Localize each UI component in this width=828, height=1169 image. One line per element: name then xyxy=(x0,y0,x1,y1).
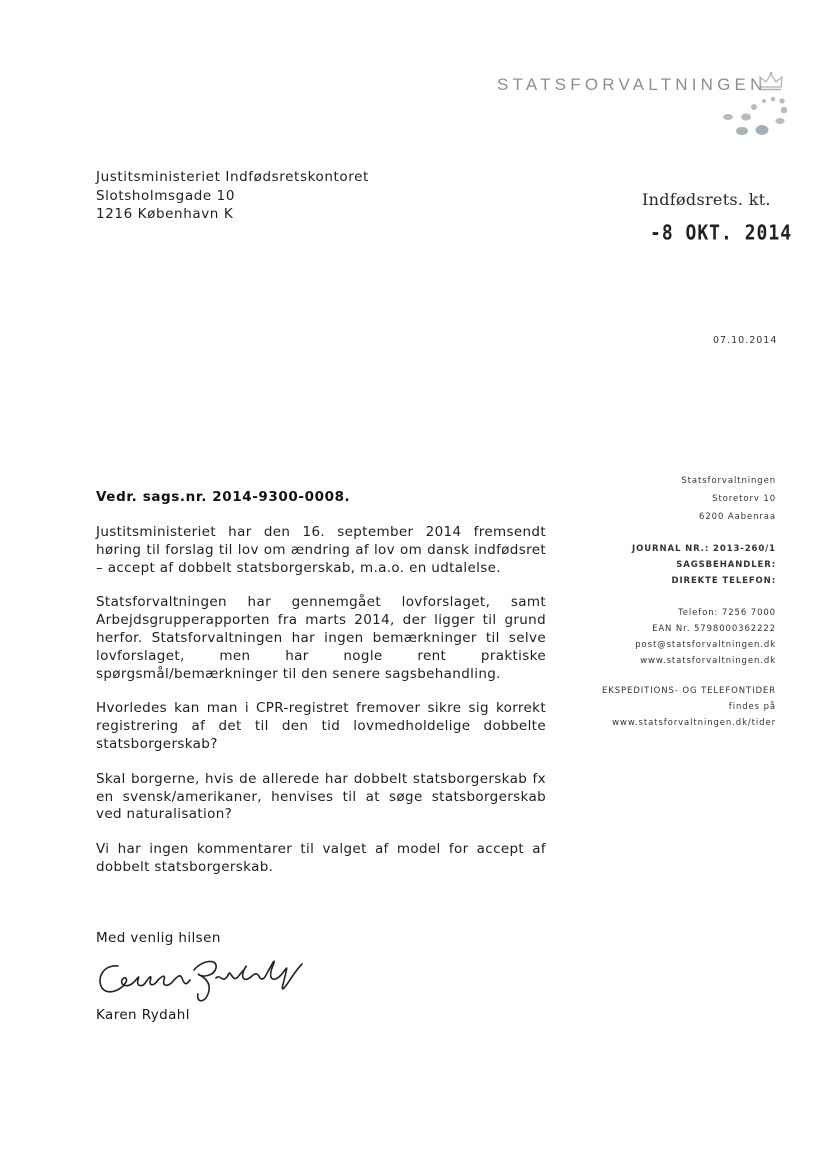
logo-wordmark: STATSFORVALTNINGEN xyxy=(497,75,767,94)
journal-number: JOURNAL NR.: 2013-260/1 xyxy=(632,544,776,554)
sender-org: Statsforvaltningen xyxy=(681,476,776,486)
direct-phone-label: DIREKTE TELEFON: xyxy=(671,576,776,586)
closing-greeting: Med venlig hilsen xyxy=(96,930,221,946)
crown-icon xyxy=(758,70,784,92)
letter-date: 07.10.2014 xyxy=(713,335,778,346)
recipient-line: Slotsholmsgade 10 xyxy=(96,187,236,204)
ean-number: EAN Nr. 5798000362222 xyxy=(652,624,776,634)
letter-subject: Vedr. sags.nr. 2014-9300-0008. xyxy=(96,489,351,505)
received-stamp-date: -8 OKT. 2014 xyxy=(650,221,793,246)
body-paragraph: Statsforvaltningen har gennemgået lovforslaget, samt Arbejdsgrupperapporten fra marts 2014, der ligger til grund herfor. Statsforvaltningen har ingen bemærkninger til selve lovforslaget, men har nogle rent praktiske spørgsmål/bemærkninger til den senere sagsbehandling. xyxy=(96,594,546,682)
body-paragraph: Vi har ingen kommentarer til valget af model for accept af dobbelt statsborgerskab. xyxy=(96,841,546,875)
hours-title: EKSPEDITIONS- OG TELEFONTIDER xyxy=(601,686,776,696)
sender-street: Storetorv 10 xyxy=(712,494,776,504)
received-stamp-org: Indfødsrets. kt. xyxy=(642,190,771,209)
hours-url: www.statsforvaltningen.dk/tider xyxy=(612,718,776,728)
phone-number: Telefon: 7256 7000 xyxy=(678,608,776,618)
signer-name: Karen Rydahl xyxy=(96,1007,190,1023)
letter-body xyxy=(96,524,546,894)
body-paragraph: Justitsministeriet har den 16. september 2014 fremsendt høring til forslag til lov om ændring af lov om dansk indfødsret – accept af dobbelt statsborgerskab, m.a.o. en udtalelse. xyxy=(96,524,546,576)
body-paragraph: Skal borgerne, hvis de allerede har dobbelt statsborgerskab fx en svensk/amerikaner, henvises til at søge statsborgerskab ved naturalisation? xyxy=(96,770,546,823)
sender-city: 6200 Aabenraa xyxy=(699,512,776,522)
recipient-line: Justitsministeriet Indfødsretskontoret xyxy=(96,169,369,185)
sender-sidebar xyxy=(516,476,776,728)
email-address: post@statsforvaltningen.dk xyxy=(635,640,776,650)
recipient-address xyxy=(96,168,369,224)
hours-found: findes på xyxy=(728,702,776,712)
caseworker-label: SAGSBEHANDLER: xyxy=(676,560,776,570)
body-paragraph: Hvorledes kan man i CPR-registret fremover sikre sig korrekt registrering af det til den tid lovmedholdelige dobbelte statsborgerskab? xyxy=(96,700,546,752)
recipient-line: 1216 København K xyxy=(96,206,234,222)
handwritten-signature xyxy=(90,948,320,1004)
website: www.statsforvaltningen.dk xyxy=(640,656,776,666)
logo-dots-icon xyxy=(712,95,792,140)
